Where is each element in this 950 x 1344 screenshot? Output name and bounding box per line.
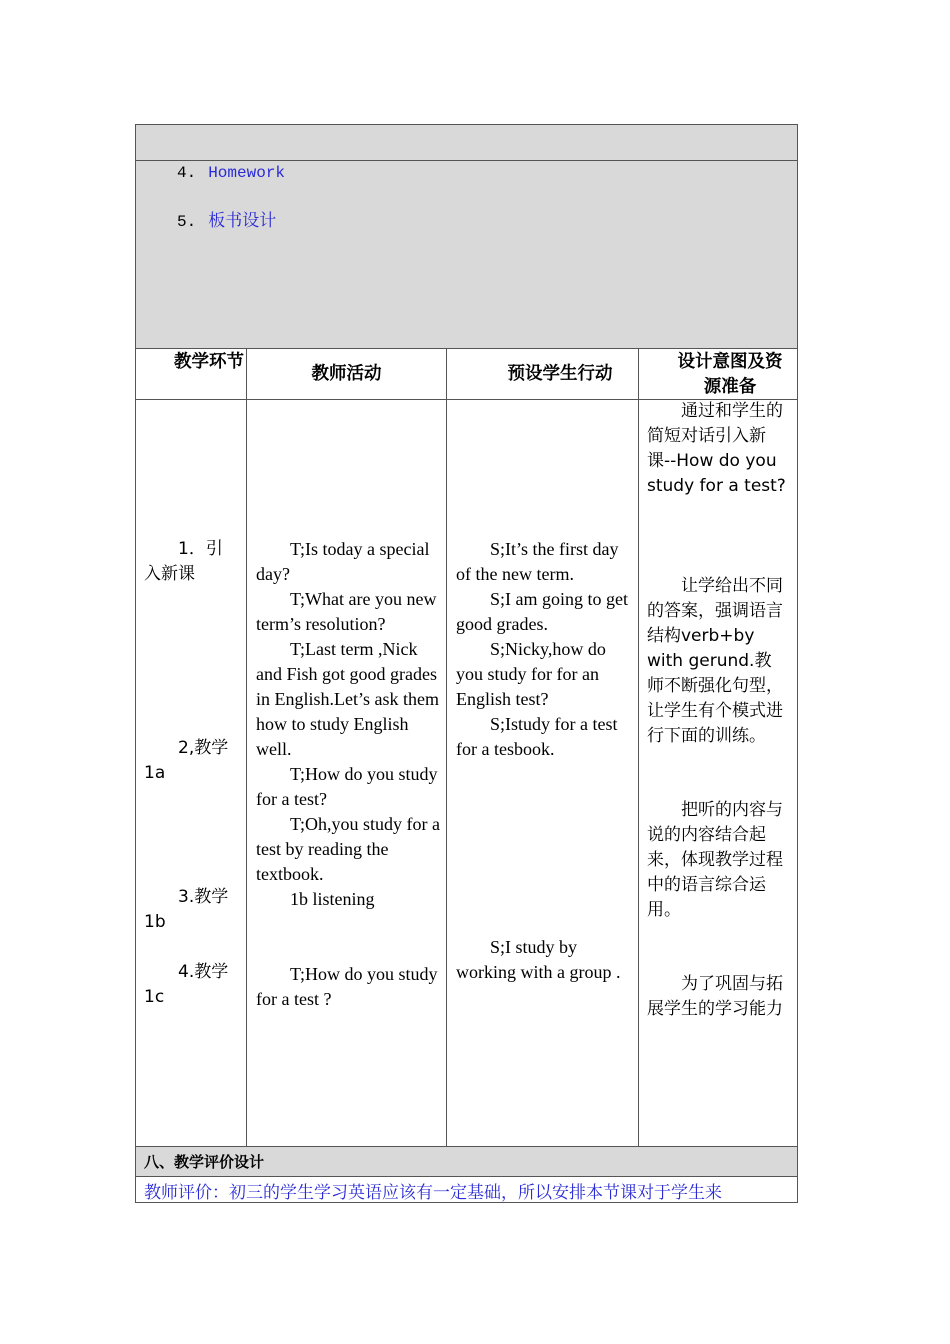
teacher-line: T;Oh,you study for a test by reading the textbook.: [256, 814, 440, 884]
item-number: 5.: [177, 213, 197, 231]
header-student-activity: 预设学生行动: [507, 364, 613, 384]
teacher-line: T;What are you new term’s resolution?: [256, 589, 437, 634]
item-label: 板书设计: [208, 211, 277, 231]
student-line: S;It’s the first day of the new term.: [456, 539, 619, 584]
stage-3: 3.教学1b: [144, 887, 229, 932]
header-stage: 教学环节: [174, 352, 244, 372]
header-design-intent: 设计意图及资源准备: [677, 352, 783, 397]
student-activity-text-2: [456, 935, 632, 985]
design-intent-2: 让学给出不同的答案，强调语言结构verb+by with gerund.教师不断强化句型，让学生有个模式进行下面的训练。: [647, 576, 783, 746]
item-label: Homework: [208, 164, 286, 182]
student-activity-text: [456, 537, 632, 762]
student-line: S;I study by working with a group .: [456, 937, 621, 982]
stage-2: 2,教学1a: [144, 738, 229, 783]
teacher-line: T;Is today a special day?: [256, 539, 430, 584]
rule: [135, 348, 798, 349]
student-line: S;I am going to get good grades.: [456, 589, 628, 634]
column-divider: [246, 348, 247, 1146]
rule: [135, 1146, 798, 1147]
stage-4: 4.教学1c: [144, 962, 229, 1007]
top-item-homework: [177, 164, 285, 182]
student-line: S;Istudy for a test for a tesbook.: [456, 714, 618, 759]
rule: [135, 1176, 798, 1177]
teacher-line: T;How do you study for a test?: [256, 764, 438, 809]
teacher-activity-text: [256, 537, 442, 1012]
item-number: 4.: [177, 164, 197, 182]
header-teacher-activity: 教师活动: [311, 364, 382, 384]
design-intent-4: 为了巩固与拓展学生的学习能力: [647, 974, 783, 1019]
teacher-line: 1b listening: [290, 889, 375, 909]
column-divider: [638, 348, 639, 1146]
design-intent-1: 通过和学生的简短对话引入新课--How do you study for a test?: [647, 401, 786, 496]
teacher-line: T;Last term ,Nick and Fish got good grades in English.Let’s ask them how to study English well.: [256, 639, 439, 759]
evaluation-title: 八、教学评价设计: [144, 1153, 265, 1171]
stage-1: 1．引入新课: [144, 539, 223, 584]
design-intent-3: 把听的内容与说的内容结合起来，体现教学过程中的语言综合运用。: [647, 800, 783, 920]
teacher-line: T;How do you study for a test ?: [256, 964, 438, 1009]
rule: [135, 160, 798, 161]
evaluation-text: 教师评价：初三的学生学习英语应该有一定基础，所以安排本节课对于学生来: [144, 1183, 722, 1203]
column-divider: [446, 348, 447, 1146]
top-item-board-design: [177, 206, 276, 231]
student-line: S;Nicky,how do you study for for an English test?: [456, 639, 606, 709]
